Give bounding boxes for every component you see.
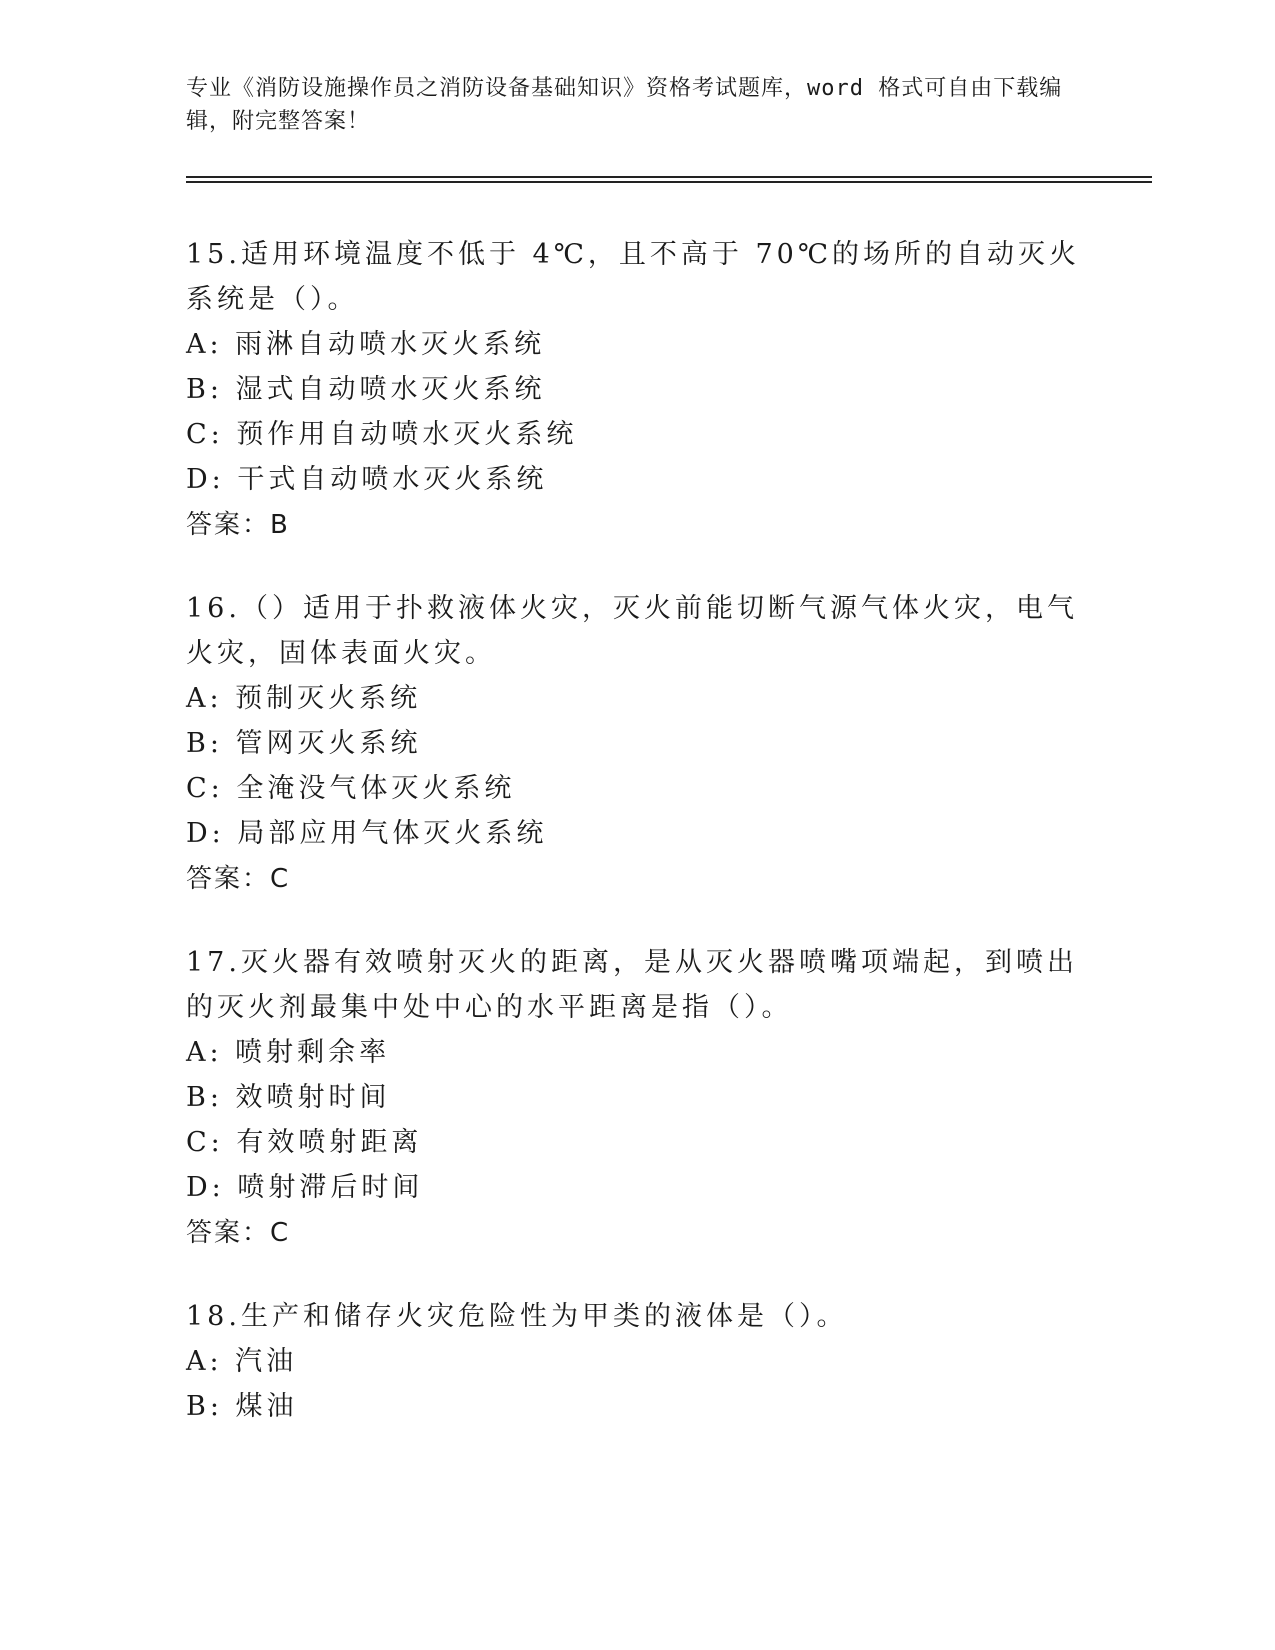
option-d: D: 干式自动喷水灭火系统: [186, 464, 548, 495]
question-stem: 16.（）适用于扑救液体火灾，灭火前能切断气源气体火灾，电气火灾，固体表面火灾。: [186, 593, 1078, 669]
document-header: 专业《消防设施操作员之消防设备基础知识》资格考试题库，word 格式可自由下载编辑，附完整答案！: [186, 76, 1063, 134]
option-a: A: 雨淋自动喷水灭火系统: [186, 329, 546, 360]
option-b: B: 湿式自动喷水灭火系统: [186, 374, 546, 405]
question-17: [186, 940, 1086, 1256]
answer: 答案：C: [186, 1218, 291, 1248]
question-stem: 17.灭火器有效喷射灭火的距离，是从灭火器喷嘴项端起，到喷出的灭火剂最集中处中心的水平距离是指（）。: [186, 947, 1078, 1023]
header-divider: [186, 176, 1152, 183]
question-list: [186, 232, 1086, 1467]
option-d: D: 局部应用气体灭火系统: [186, 818, 548, 849]
option-a: A: 预制灭火系统: [186, 683, 422, 714]
question-stem: 18.生产和储存火灾危险性为甲类的液体是（）。: [186, 1301, 848, 1332]
question-16: [186, 586, 1086, 902]
option-b: B: 煤油: [186, 1391, 298, 1422]
question-18: [186, 1294, 1086, 1429]
option-d: D: 喷射滞后时间: [186, 1172, 424, 1203]
option-c: C: 有效喷射距离: [186, 1127, 423, 1158]
answer: 答案：C: [186, 864, 291, 894]
option-c: C: 预作用自动喷水灭火系统: [186, 419, 578, 450]
answer: 答案：B: [186, 510, 290, 540]
question-15: [186, 232, 1086, 548]
question-stem: 15.适用环境温度不低于 4℃，且不高于 70℃的场所的自动灭火系统是（）。: [186, 239, 1081, 315]
option-b: B: 效喷射时间: [186, 1082, 391, 1113]
option-b: B: 管网灭火系统: [186, 728, 422, 759]
option-c: C: 全淹没气体灭火系统: [186, 773, 516, 804]
option-a: A: 汽油: [186, 1346, 298, 1377]
option-a: A: 喷射剩余率: [186, 1037, 391, 1068]
